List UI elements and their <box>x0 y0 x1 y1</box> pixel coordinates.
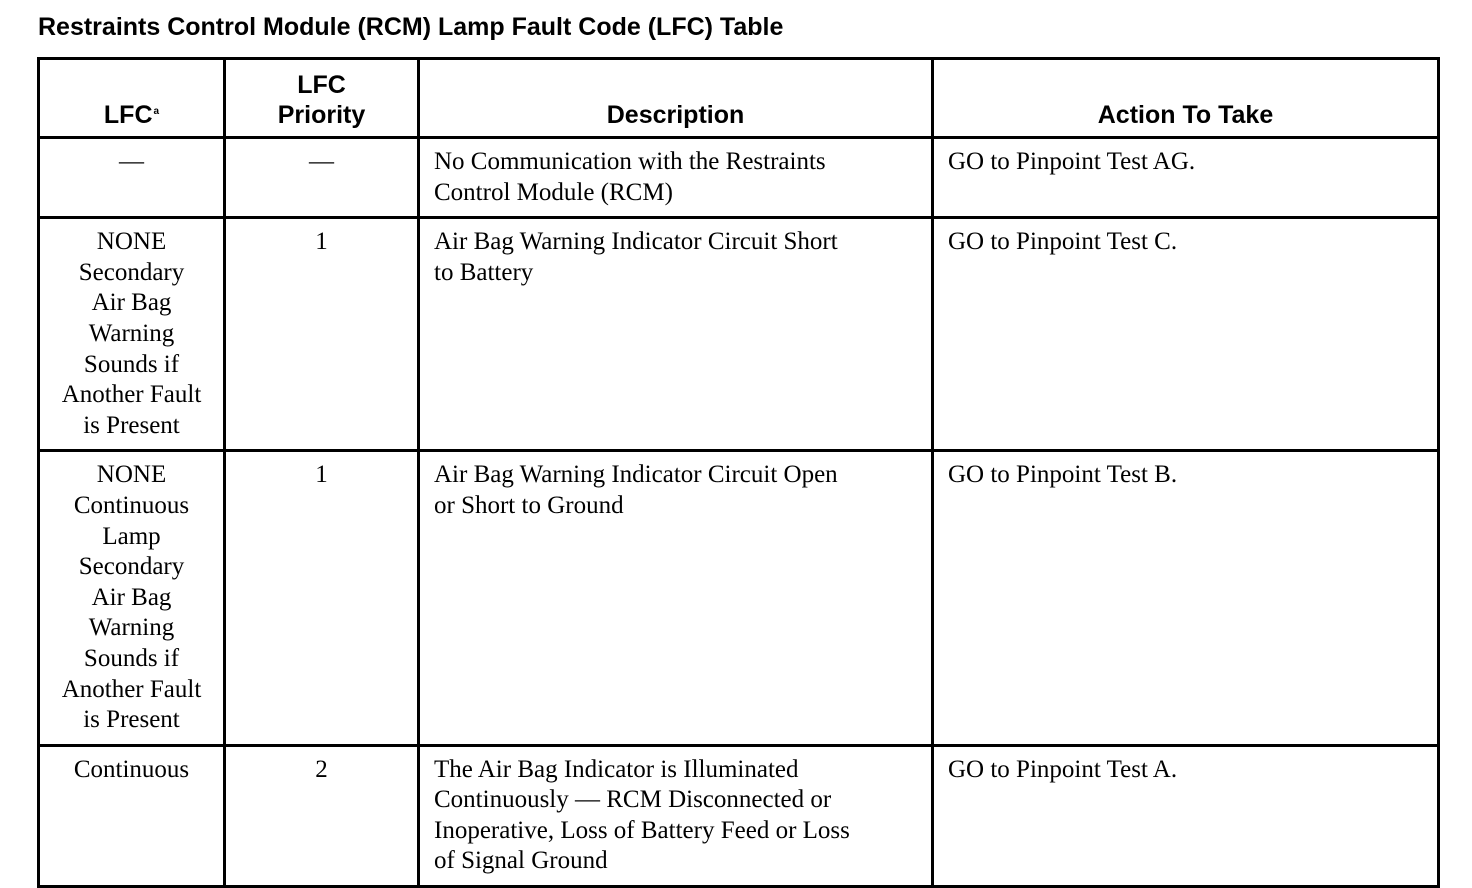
cell-line: Sounds if <box>83 644 180 672</box>
cell-line: Control Module (RCM) <box>434 178 673 206</box>
table-row <box>39 218 1439 451</box>
description-cell <box>419 138 933 218</box>
table-title: Restraints Control Module (RCM) Lamp Fault Code (LFC) Table <box>38 13 784 41</box>
cell-line: Warning <box>88 614 175 642</box>
header-priority-line: Priority <box>277 101 366 129</box>
footnote-marker: a <box>153 106 160 117</box>
cell-line: Secondary <box>78 553 185 581</box>
cell-line: Air Bag <box>91 583 172 611</box>
lfc-cell <box>39 451 225 745</box>
cell-line: Warning <box>88 319 175 347</box>
header-priority-line: LFC <box>297 71 346 99</box>
cell-line: Air Bag Warning Indicator Circuit Open <box>434 461 838 489</box>
table-row <box>39 138 1439 218</box>
table-row <box>39 745 1439 886</box>
cell-line: Sounds if <box>83 350 180 378</box>
header-description: Description <box>419 59 933 138</box>
cell-line: — <box>119 148 144 175</box>
action-cell: GO to Pinpoint Test AG. <box>933 138 1439 218</box>
cell-line: Another Fault <box>61 675 202 703</box>
header-lfc-label: LFC <box>103 101 153 129</box>
priority-cell: 1 <box>225 218 419 451</box>
priority-cell: 1 <box>225 451 419 745</box>
header-priority <box>225 59 419 138</box>
action-cell: GO to Pinpoint Test A. <box>933 745 1439 886</box>
action-cell: GO to Pinpoint Test B. <box>933 451 1439 745</box>
cell-line: Continuous <box>73 491 190 519</box>
header-action: Action To Take <box>933 59 1439 138</box>
description-cell <box>419 218 933 451</box>
priority-cell: — <box>225 138 419 218</box>
priority-cell: 2 <box>225 745 419 886</box>
cell-line: NONE <box>96 228 167 256</box>
description-cell <box>419 745 933 886</box>
cell-line: Another Fault <box>61 381 202 409</box>
cell-line: The Air Bag Indicator is Illuminated <box>434 755 799 783</box>
lfc-cell <box>39 745 225 886</box>
cell-line: No Communication with the Restraints <box>434 148 826 175</box>
description-cell <box>419 451 933 745</box>
cell-line: is Present <box>83 411 180 439</box>
cell-line: Inoperative, Loss of Battery Feed or Loss <box>434 816 850 844</box>
cell-line: NONE <box>96 461 167 489</box>
cell-line: Air Bag <box>91 289 172 317</box>
lfc-cell <box>39 218 225 451</box>
cell-line: Continuously — RCM Disconnected or <box>434 786 832 814</box>
table-row <box>39 451 1439 745</box>
header-lfc <box>39 59 225 138</box>
header-row <box>39 59 1439 138</box>
cell-line: Air Bag Warning Indicator Circuit Short <box>434 228 838 256</box>
cell-line: Lamp <box>102 522 161 550</box>
action-cell: GO to Pinpoint Test C. <box>933 218 1439 451</box>
cell-line: of Signal Ground <box>434 847 608 875</box>
cell-line: to Battery <box>434 258 534 286</box>
lfc-cell <box>39 138 225 218</box>
lfc-table <box>37 57 1440 888</box>
cell-line: Secondary <box>78 258 185 286</box>
cell-line: Continuous <box>73 755 190 783</box>
cell-line: is Present <box>83 706 180 734</box>
cell-line: or Short to Ground <box>434 491 624 519</box>
